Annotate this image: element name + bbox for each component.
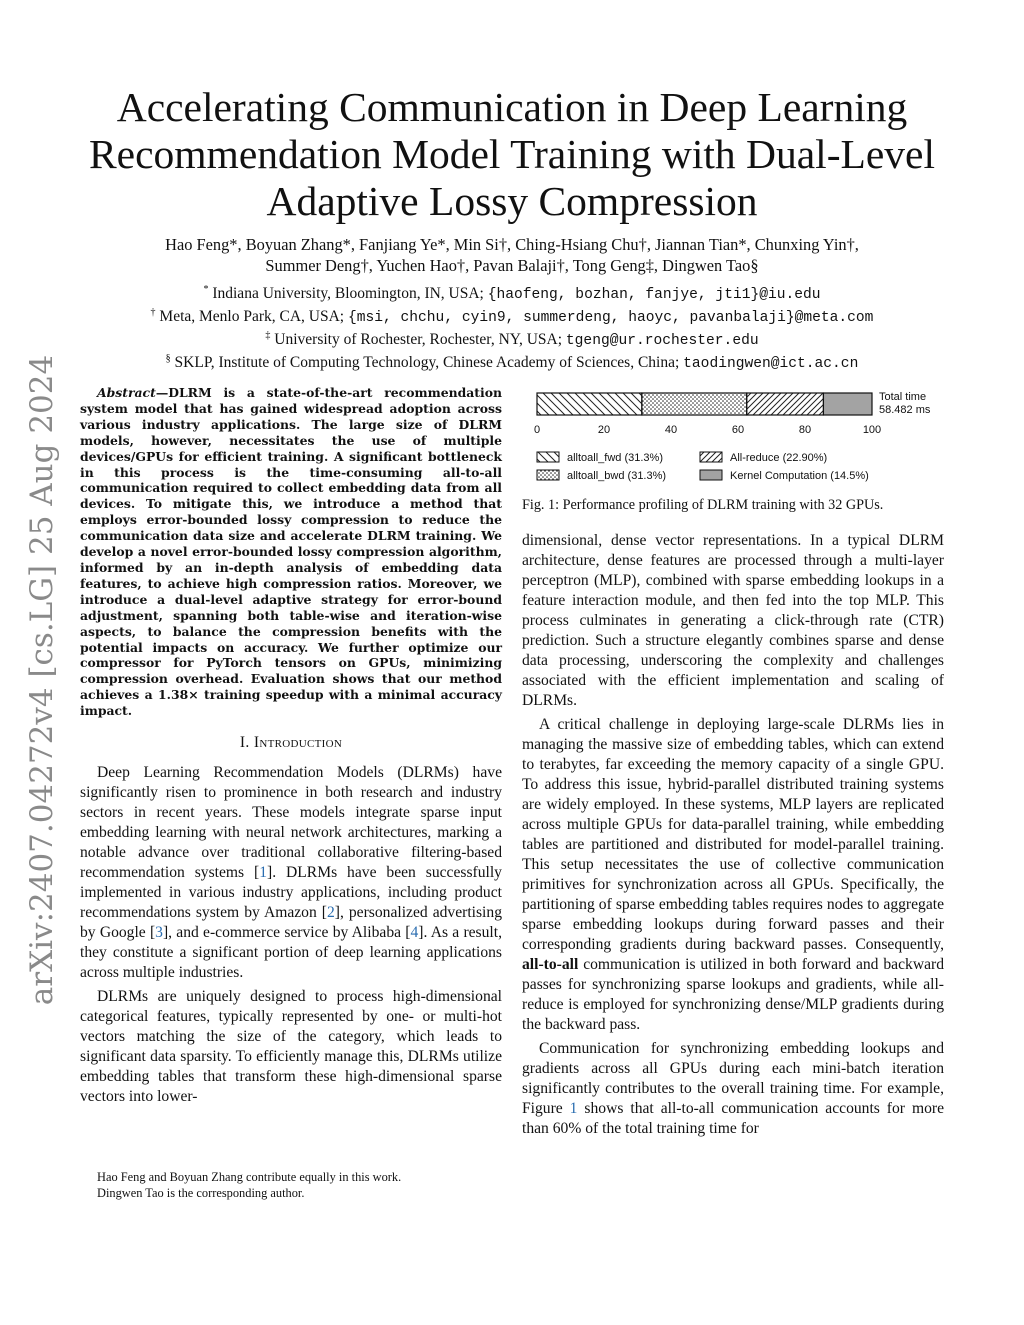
x-tick-label: 100 [862, 424, 882, 436]
title-line: Recommendation Model Training with Dual-Level [88, 131, 935, 177]
abstract-text: —DLRM is a state-of-the-art recommendation system model that has gained widespread adoption across various industry applications. The large size of DLRM models, however, necessitates the use of multiple devices/GPUs for efficient training. A significant bottleneck in this process is the time-consuming all-to-all communication required to collect embedding data from all devices. To mitigate this, we introduce a method that employs error-bounded lossy compression to reduce the communication data size and accelerate DLRM training. We develop a novel error-bounded lossy compression algorithm, informed by an in-depth analysis of embedding data features, to achieve high compression ratios. Moreover, we introduce a dual-level adaptive strategy for error-bound adjustment, spanning both table-wise and iteration-wise aspects, to balance the compression benefits with the potential impacts on accuracy. We further optimize our compressor for PyTorch tensors on GPUs, minimizing compression overhead. Evaluation shows that our method achieves a 1.38× training speedup with a minimal accuracy impact. [80, 385, 502, 719]
paragraph: Deep Learning Recommendation Models (DLRMs) have significantly risen to prominence in both research and industry sectors in recent years. These models integrate sparse input embedding learning with neural network architectures, marking a notable advance over traditional collaborative filtering-based recommendation systems [1]. DLRMs have been successfully implemented in various industry applications, including product recommendations system by Amazon [2], personalized advertising by Google [3], and e-commerce service by Alibaba [4]. As a result, they constitute a significant portion of deep learning applications across multiple industries. [80, 764, 502, 982]
author-line: Hao Feng*, Boyuan Zhang*, Fanjiang Ye*, Min Si†, Ching-Hsiang Chu†, Jiannan Tian*, Chunxing Yin†, [165, 235, 859, 254]
paper-title [80, 84, 944, 225]
affiliation: § SKLP, Institute of Computing Technology, Chinese Academy of Sciences, China; taodingwen@ict.ac.cn [165, 352, 859, 372]
bar-segment-2 [642, 393, 747, 415]
total-time-value: 58.482 ms [879, 404, 931, 416]
citation-link[interactable]: 4 [410, 924, 419, 942]
email: {msi, chchu, cyin9, summerdeng, haoyc, pavanbalaji}@meta.com [347, 310, 874, 326]
citation-link[interactable]: 1 [259, 864, 267, 882]
email: tgeng@ur.rochester.edu [565, 333, 759, 349]
legend-swatch [537, 452, 559, 462]
paragraph: Communication for synchronizing embedding lookups and gradients across all GPUs during each mini-batch iteration significantly contributes to the overall training time. For example, Figure 1 shows that all-to-all communication accounts for more than 60% of the total training time for [522, 1040, 944, 1137]
bar-segment-1 [537, 393, 642, 415]
stacked-bar-chart [522, 388, 944, 488]
email: {haofeng, bozhan, fanjye, jti1}@iu.edu [487, 287, 821, 303]
author-line: Summer Deng†, Yuchen Hao†, Pavan Balaji†, Tong Geng‡, Dingwen Tao§ [265, 256, 759, 275]
x-tick-label: 40 [664, 424, 678, 436]
legend-swatch [700, 470, 722, 480]
figure-link[interactable]: 1 [569, 1100, 578, 1117]
title-line: Accelerating Communication in Deep Learning [116, 84, 908, 130]
abstract-label: Abstract [97, 385, 156, 400]
author-list [60, 234, 964, 276]
footnote [80, 1170, 502, 1201]
affiliation: * Indiana University, Bloomington, IN, USA; {haofeng, bozhan, fanjye, jti1}@iu.edu [203, 283, 821, 303]
abstract [80, 385, 502, 719]
legend-swatch [700, 452, 722, 462]
x-tick-label: 20 [597, 424, 611, 436]
x-tick-label: 60 [731, 424, 745, 436]
legend-label: Kernel Computation (14.5%) [730, 470, 869, 482]
arxiv-identifier: arXiv:2407.04272v4 [cs.LG] 25 Aug 2024 [24, 354, 60, 1006]
emphasis: all-to-all [522, 956, 579, 973]
legend-label: All-reduce (22.90%) [730, 452, 828, 464]
figure-caption: Fig. 1: Performance profiling of DLRM training with 32 GPUs. [522, 497, 884, 513]
section-heading: I. Introduction [239, 734, 343, 752]
paragraph: dimensional, dense vector representations. In a typical DLRM architecture, dense features are processed through a multi-layer perceptron (MLP), combined with sparse embedding lookups in a feature interaction module, and then fed into the top MLP. This process culminates in generating a click-through rate (CTR) prediction. Such a structure elegantly combines sparse and dense data processing, underscoring the complexity and challenges associated with the efficient implementation and scaling of DLRMs. [522, 532, 944, 709]
citation-link[interactable]: 2 [326, 904, 335, 922]
x-tick-label: 80 [798, 424, 812, 436]
right-column [522, 531, 944, 1139]
legend-label: alltoall_bwd (31.3%) [567, 470, 667, 482]
citation-link[interactable]: 3 [155, 924, 163, 942]
footnote-line: Dingwen Tao is the corresponding author. [97, 1185, 305, 1200]
affiliation: ‡ University of Rochester, Rochester, NY, USA; tgeng@ur.rochester.edu [265, 329, 759, 349]
legend-label: alltoall_fwd (31.3%) [567, 452, 663, 464]
legend-swatch [537, 470, 559, 480]
paragraph: A critical challenge in deploying large-scale DLRMs lies in managing the massive size of embedding tables, which can extend to terabytes, far exceeding the memory capacity of a single GPU. To address this issue, hybrid-parallel distributed training systems are widely employed. In these systems, MLP layers are replicated across multiple GPUs for data-parallel training, while embedding tables are partitioned and distributed for model-parallel training. This setup necessitates the use of collective communication primitives for synchronization across all GPUs. Specifically, the partitioning of sparse embedding tables requires nodes to aggregate sparse embedding lookups during forward passes and their corresponding gradients during backward passes. Consequently, all-to-all communication is utilized in both forward and backward passes for synchronizing sparse lookups and gradients, while all-reduce is employed for synchronizing dense/MLP gradients during the backward pass. [522, 716, 944, 1033]
x-tick-label: 0 [533, 424, 541, 436]
left-column [80, 385, 502, 1107]
paragraph: DLRMs are uniquely designed to process high-dimensional categorical features, typically represented by one- or multi-hot vectors matching the size of the category, which leads to significant data sparsity. To efficiently manage this, DLRMs utilize embedding tables that transform these high-dimensional sparse vectors into lower- [80, 988, 502, 1106]
total-time-label: Total time [879, 391, 927, 403]
bar-segment-3 [747, 393, 824, 415]
affiliation: † Meta, Menlo Park, CA, USA; {msi, chchu, cyin9, summerdeng, haoyc, pavanbalaji}@meta.com [150, 306, 874, 326]
affiliations [60, 283, 964, 375]
title-line: Adaptive Lossy Compression [266, 178, 758, 224]
footnote-line: Hao Feng and Boyuan Zhang contribute equally in this work. [97, 1170, 402, 1184]
bar-segment-4 [823, 393, 872, 415]
email: taodingwen@ict.ac.cn [683, 356, 859, 372]
